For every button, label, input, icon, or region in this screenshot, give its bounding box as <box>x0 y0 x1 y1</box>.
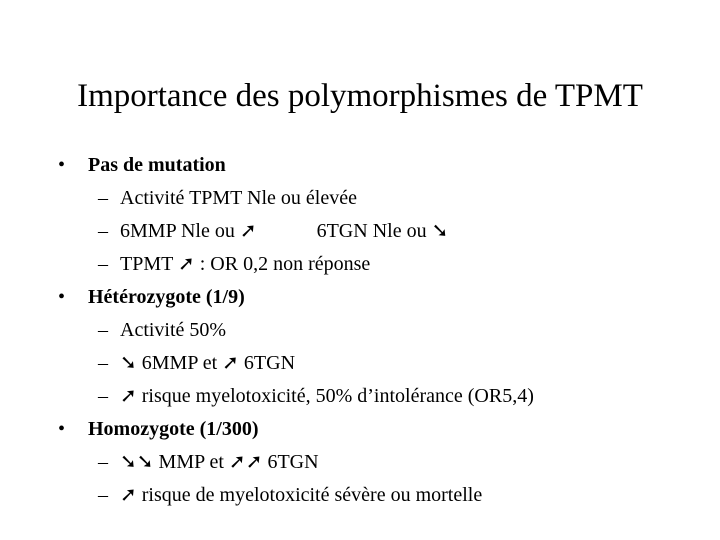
arrow-up-icon: ➚ <box>245 449 263 473</box>
bullet-marker: • <box>58 154 66 176</box>
slide-title: Importance des polymorphismes de TPMT <box>77 78 643 114</box>
bullet-marker: • <box>58 286 66 308</box>
arrow-up-icon: ➚ <box>222 350 239 374</box>
arrow-up-icon: ➚ <box>120 482 137 506</box>
sub-item-6mmp-6tgn <box>98 216 448 246</box>
bullet-heading: Homozygote (1/300) <box>88 418 259 440</box>
bullet-heading: Hétérozygote (1/9) <box>88 286 245 308</box>
bullet-marker: • <box>58 418 66 440</box>
arrow-up-icon: ➚ <box>228 449 246 473</box>
bullet-pas-de-mutation <box>58 150 226 180</box>
sub-item-text: 6MMP et <box>141 352 218 374</box>
sub-item-text: 6TGN <box>243 352 296 374</box>
sub-item-tpmt-or <box>98 249 370 279</box>
dash-marker: – <box>98 451 108 473</box>
arrow-down-icon: ➘ <box>136 449 154 473</box>
sub-item-6mmp-6tgn-hetero <box>98 348 295 378</box>
sub-item-text: Activité 50% <box>120 319 227 341</box>
dash-marker: – <box>98 385 108 407</box>
bullet-heterozygote <box>58 282 245 312</box>
arrow-down-icon: ➘ <box>431 218 449 242</box>
sub-item-text: 6MMP Nle ou <box>120 220 235 242</box>
sub-item-text: : OR 0,2 non réponse <box>199 253 371 275</box>
dash-marker: – <box>98 352 108 374</box>
dash-marker: – <box>98 319 108 341</box>
sub-item-text: Activité TPMT Nle ou élevée <box>120 187 357 209</box>
arrow-up-icon: ➚ <box>177 251 195 275</box>
bullet-heading: Pas de mutation <box>88 154 226 176</box>
dash-marker: – <box>98 484 108 506</box>
sub-item-text: 6TGN <box>267 451 319 473</box>
arrow-down-icon: ➘ <box>120 350 137 374</box>
sub-item-risque-homo <box>98 480 482 510</box>
sub-item-text: 6TGN Nle ou <box>316 220 427 242</box>
sub-item-text: risque de myelotoxicité sévère ou mortelle <box>141 484 483 506</box>
bullet-homozygote <box>58 414 259 444</box>
sub-item-activite-50 <box>98 315 226 345</box>
dash-marker: – <box>98 220 108 242</box>
sub-item-text: TPMT <box>120 253 173 275</box>
dash-marker: – <box>98 187 108 209</box>
arrow-up-icon: ➚ <box>239 218 257 242</box>
sub-item-activite-tpmt <box>98 183 357 213</box>
sub-item-risque-hetero <box>98 381 534 411</box>
arrow-down-icon: ➘ <box>120 449 137 473</box>
sub-item-mmp-6tgn-homo <box>98 447 319 477</box>
dash-marker: – <box>98 253 108 275</box>
sub-item-text: risque myelotoxicité, 50% d’intolérance (OR5,4) <box>141 385 534 407</box>
arrow-up-icon: ➚ <box>120 383 137 407</box>
sub-item-text: MMP et <box>158 451 224 473</box>
